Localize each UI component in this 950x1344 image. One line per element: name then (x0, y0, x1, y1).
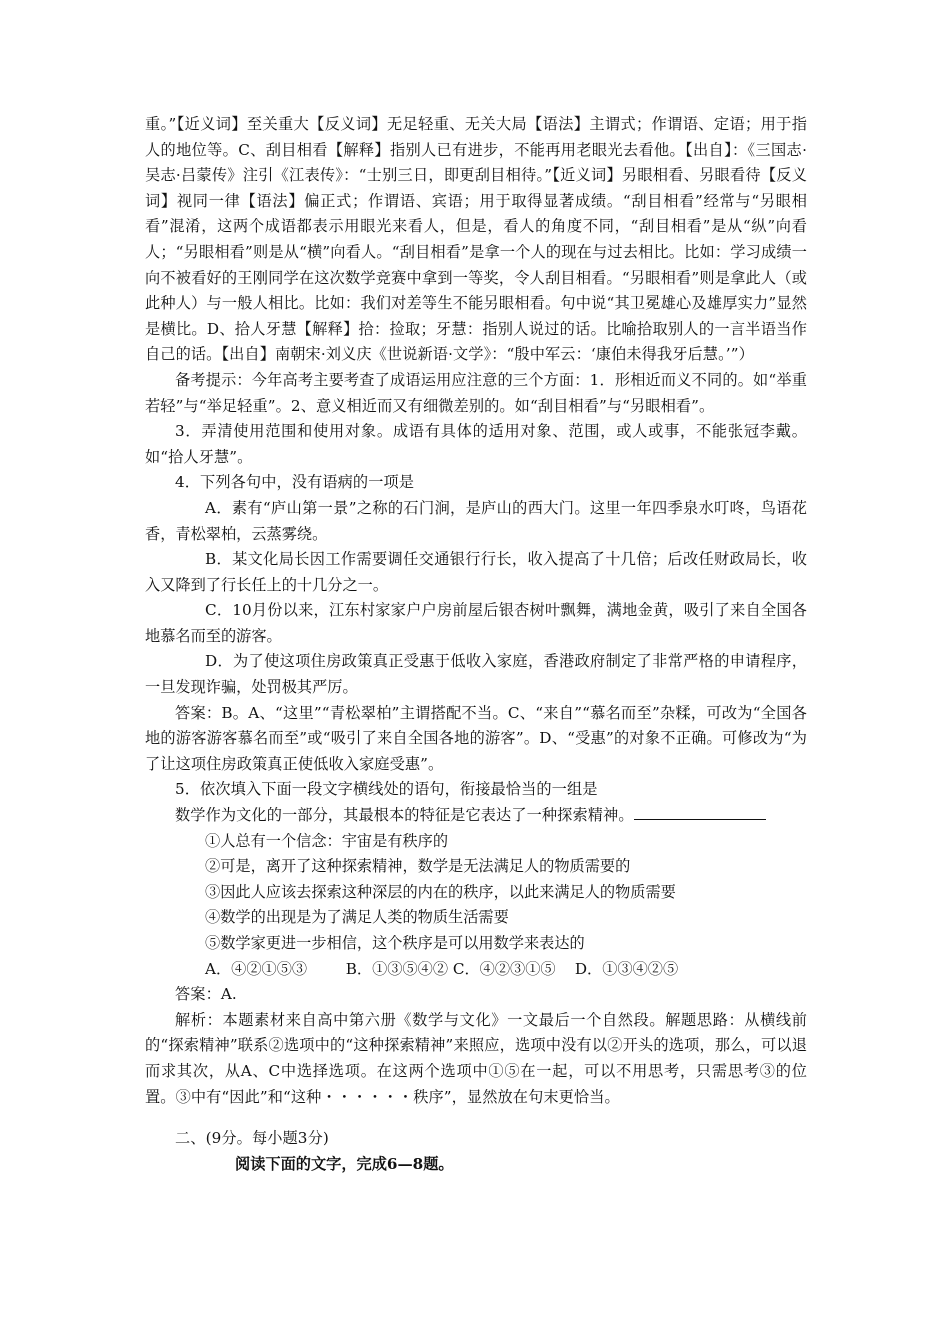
section-spacer (145, 1110, 807, 1126)
question-4-answer: 答案：B。A、“这里”“青松翠柏”主谓搭配不当。C、“来自”“慕名而至”杂糅，可改为“全国各地的游客游客慕名而至”或“吸引了来自全国各地的游客”。D、“受惠”的对象不正确。可修改为“为了让这项住房政策真正使低收入家庭受惠”。 (145, 703, 807, 773)
question-4-option-b: B．某文化局长因工作需要调任交通银行行长，收入提高了十几倍；后改任财政局长，收入又降到了行长任上的十几分之一。 (145, 550, 807, 594)
question-5-answer: 答案：A. (175, 985, 237, 1004)
section-2-header: 二、(9分。每小题3分) (175, 1129, 329, 1148)
section-2-instruction: 阅读下面的文字，完成6—8题。 (235, 1154, 454, 1173)
question-4-option-d: D．为了使这项住房政策真正受惠于低收入家庭，香港政府制定了非常严格的申请程序，一旦发现诈骗，处罚极其严厉。 (145, 652, 807, 697)
exam-tip-point-3: 3．弄清使用范围和使用对象。成语有具体的适用对象、范围，或人或事，不能张冠李戴。如“拾人牙慧”。 (145, 422, 807, 466)
question-5-item-1: ①人总有一个信念：宇宙是有秩序的 (205, 831, 448, 850)
question-5-choices: A．④②①⑤③ B．①③⑤④② C．④②③①⑤ D．①③④②⑤ (205, 959, 679, 978)
question-5-item-3: ③因此人应该去探索这种深层的内在的秩序，以此来满足人的物质需要 (205, 882, 676, 901)
question-5-passage-text: 数学作为文化的一部分，其最根本的特征是它表达了一种探索精神。 (175, 806, 634, 825)
question-4-option-c: C．10月份以来，江东村家家户户房前屋后银杏树叶飘舞，满地金黄，吸引了来自全国各地慕名而至的游客。 (145, 601, 807, 645)
exam-tip-paragraph: 备考提示：今年高考主要考查了成语运用应注意的三个方面：1．形相近而义不同的。如“举重若轻”与“举足轻重”。2、意义相近而又有细微差别的。如“刮目相看”与“另眼相看”。 (145, 370, 807, 415)
question-5-analysis: 解析：本题素材来自高中第六册《数学与文化》一文最后一个自然段。解题思路：从横线前的“探索精神”联系②选项中的“这种探索精神”来照应，选项中没有以②开头的选项，那么，可以退而求其次，从A、C中选择选项。在这两个选项中①⑤在一起，可以不用思考，只需思考③的位置。③中有“因此”和“这种・・・・・・秩序”，显然放在句末更恰当。 (145, 1010, 807, 1106)
question-5-item-2: ②可是，离开了这种探索精神，数学是无法满足人的物质需要的 (205, 857, 631, 876)
idiom-explanation-paragraph: 重。”【近义词】至关重大【反义词】无足轻重、无关大局【语法】主谓式；作谓语、定语；用于指人的地位等。C、刮目相看【解释】指别人已有进步，不能再用老眼光去看他。【出自】：《三国志·吴志·吕蒙传》注引《江表传》：“士别三日，即更刮目相待。”【近义词】另眼相看、另眼看待【反义词】视同一律【语法】偏正式；作谓语、宾语；用于取得显著成绩。“刮目相看”经常与“另眼相看”混淆，这两个成语都表示用眼光来看人，但是，看人的角度不同，“刮目相看”是从“纵”向看人；“另眼相看”则是从“横”向看人。“刮目相看”是拿一个人的现在与过去相比。比如：学习成绩一向不被看好的王刚同学在这次数学竞赛中拿到一等奖，令人刮目相看。“另眼相看”则是拿此人（或此种人）与一般人相比。比如：我们对差等生不能另眼相看。句中说“其卫冕雄心及雄厚实力”显然是横比。D、拾人牙慧【解释】拾：捡取；牙慧：指别人说过的话。比喻拾取别人的一言半语当作自己的话。【出自】南朝宋·刘义庆《世说新语·文学》：“殷中军云：‘康伯未得我牙后慧。’”） (145, 115, 807, 364)
question-4-option-a: A．素有“庐山第一景”之称的石门涧，是庐山的西大门。这里一年四季泉水叮咚，鸟语花香，青松翠柏，云蒸雾绕。 (145, 498, 807, 543)
question-5-item-5: ⑤数学家更进一步相信，这个秩序是可以用数学来表达的 (205, 934, 585, 952)
question-5-item-4: ④数学的出现是为了满足人类的物质生活需要 (205, 908, 509, 927)
question-4-stem: 4．下列各句中，没有语病的一项是 (175, 473, 415, 492)
fill-in-blank-line (634, 803, 766, 820)
question-5-stem: 5．依次填入下面一段文字横线处的语句，衔接最恰当的一组是 (175, 780, 598, 799)
question-5-passage (145, 803, 807, 829)
document-page (145, 112, 807, 1177)
